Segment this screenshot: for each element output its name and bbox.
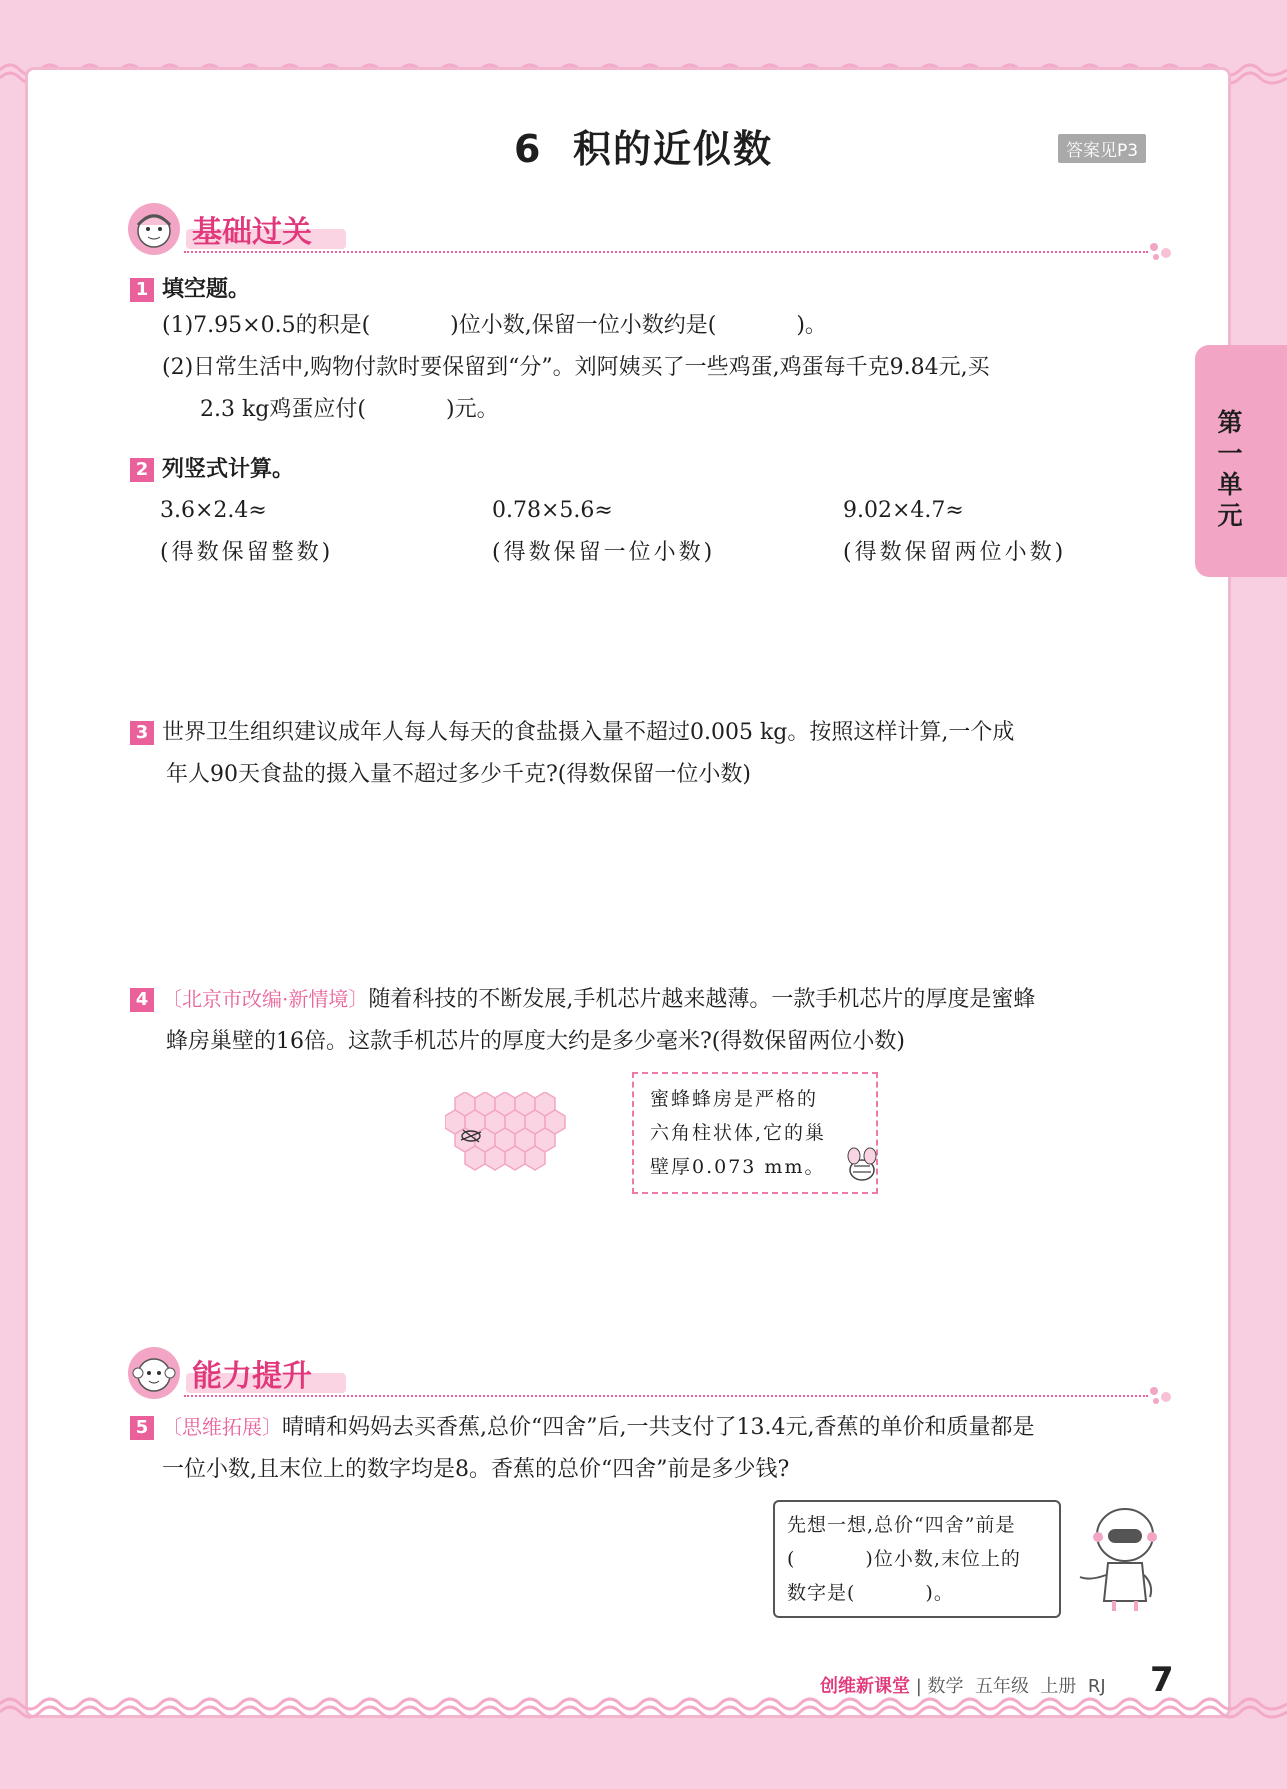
hint-text: 壁厚0.073 mm。 (650, 1156, 826, 1178)
question-tag: 〔思维拓展〕 (162, 1415, 282, 1439)
hint-text: 先想一想,总价“四舍”前是 (787, 1514, 1016, 1536)
text-segment: (1)7.95×0.5的积是( (162, 313, 371, 338)
question-text: 一位小数,且末位上的数字均是8。香蕉的总价“四舍”前是多少钱? (162, 1457, 790, 1482)
text-segment: )位小数,保留一位小数约是( (450, 313, 717, 338)
calc-item-3 (843, 490, 1066, 574)
question-1-part-2: (2)日常生活中,购物付款时要保留到“分”。刘阿姨买了一些鸡蛋,鸡蛋每千克9.84元,买 (162, 355, 990, 380)
hint-text-line (787, 1542, 1047, 1576)
honeycomb-icon (445, 1092, 575, 1176)
text-segment: 2.3 kg鸡蛋应付( (200, 397, 366, 422)
section-advanced-header (128, 1347, 1178, 1407)
question-2 (130, 452, 1180, 483)
question-text: 年人90天食盐的摄入量不超过多少千克?(得数保留一位小数) (166, 762, 751, 787)
text-segment: )。 (925, 1582, 954, 1604)
section-basic-label: 基础过关 (192, 215, 312, 250)
question-number: 3 (130, 721, 154, 745)
question-text: 蜂房巢壁的16倍。这款手机芯片的厚度大约是多少毫米?(得数保留两位小数) (166, 1029, 905, 1054)
question-number: 1 (130, 278, 154, 302)
question-1-part-2-cont (130, 389, 1180, 431)
section-advanced-label: 能力提升 (192, 1359, 312, 1394)
calc-note: (得数保留一位小数) (492, 540, 716, 565)
calc-item-1 (160, 490, 333, 574)
unit-side-tab-label: 第 一 单 元 (1217, 408, 1243, 530)
question-tag: 〔北京市改编·新情境〕 (162, 987, 369, 1011)
question-number: 5 (130, 1416, 154, 1440)
text-segment: ( (787, 1548, 796, 1570)
question-1 (130, 272, 1180, 431)
unit-side-tab (1195, 345, 1287, 577)
text-segment: )。 (796, 313, 827, 338)
question-4 (130, 978, 1190, 1063)
section-basic-header (128, 203, 1178, 263)
question-number: 2 (130, 458, 154, 482)
mascot-girl-icon (128, 203, 180, 255)
calc-note: (得数保留两位小数) (843, 540, 1067, 565)
question-1-part-1 (130, 305, 1180, 347)
calc-expression: 0.78×5.6≈ (492, 498, 613, 523)
section-divider (184, 251, 1148, 253)
bee-icon (840, 1144, 886, 1190)
hint-text: 蜜蜂蜂房是严格的 (650, 1088, 819, 1110)
calc-expression: 9.02×4.7≈ (843, 498, 964, 523)
hint-text: 六角柱状体,它的巢 (650, 1122, 827, 1144)
footer-brand: 创维新课堂 (820, 1676, 910, 1697)
calc-item-2 (492, 490, 715, 574)
think-hint-box (773, 1500, 1061, 1618)
hint-text-line (787, 1576, 1047, 1610)
mascot-monkey-icon (128, 1347, 180, 1399)
calc-expression: 3.6×2.4≈ (160, 498, 267, 523)
answer-reference: 答案见P3 (1058, 134, 1146, 163)
calc-note: (得数保留整数) (160, 540, 334, 565)
text-segment: )位小数,末位上的 (865, 1548, 1021, 1570)
question-text: 世界卫生组织建议成年人每人每天的食盐摄入量不超过0.005 kg。按照这样计算,一个成 (162, 720, 1015, 745)
question-3 (130, 712, 1180, 796)
section-divider (184, 1395, 1148, 1397)
question-title: 列竖式计算。 (162, 457, 295, 482)
robot-icon (1070, 1505, 1170, 1613)
question-text: 晴晴和妈妈去买香蕉,总价“四舍”后,一共支付了13.4元,香蕉的单价和质量都是 (282, 1415, 1035, 1440)
text-segment: )元。 (445, 397, 499, 422)
text-segment: 数字是( (787, 1582, 856, 1604)
dots-icon (1148, 241, 1178, 261)
footer-subject: | 数学 五年级 上册 RJ (915, 1676, 1106, 1697)
question-5 (130, 1406, 1190, 1491)
dots-icon (1148, 1385, 1178, 1405)
question-text: 随着科技的不断发展,手机芯片越来越薄。一款手机芯片的厚度是蜜蜂 (368, 987, 1036, 1012)
question-number: 4 (130, 988, 154, 1012)
question-title: 填空题。 (162, 277, 251, 302)
page-title: 6 积的近似数 (514, 127, 773, 171)
page-footer (820, 1672, 1106, 1698)
page-number: 7 (1150, 1660, 1174, 1700)
